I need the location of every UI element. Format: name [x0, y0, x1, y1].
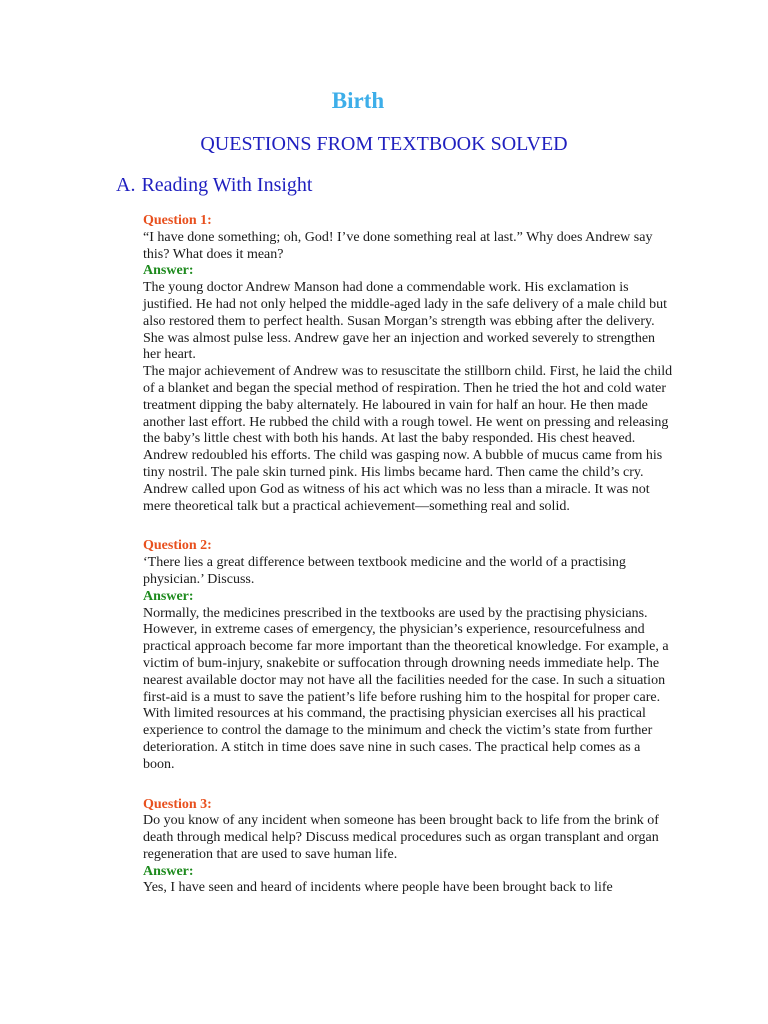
qa-content — [143, 213, 673, 897]
answer-paragraph: Andrew called upon God as witness of his act which was no less than a miracle. It was not mere theoretical talk but a practical achievement—something real and solid. — [143, 481, 650, 514]
answer-paragraph: The major achievement of Andrew was to resuscitate the stillborn child. First, he laid the child of a blanket and began the special method of respiration. Then he tried the hot and cold water treatment dipping the baby alternately. He laboured in vain for half an hour. He then made another last effort. He rubbed the child with a rough towel. He went on pressing and releasing the baby’s little chest with both his hands. At last the baby responded. His chest heaved. Andrew redoubled his efforts. The child was gasping now. A bubble of mucus came from his tiny nostril. The pale skin turned pink. His limbs became hard. Then came the child’s cry. — [143, 364, 673, 480]
answer-paragraph: Normally, the medicines prescribed in the textbooks are used by the practising physicians. However, in extreme cases of emergency, the physician’s experience, resourcefulness and practical approach become far more important than the theoretical knowledge. For example, a victim of bum-injury, snakebite or suffocation through drowning needs immediate help. The nearest available doctor may not have all the facilities needed for the case. In such a situation first-aid is a must to save the patient’s life before rushing him to the hospital for proper care. With limited resources at his command, the practising physician exercises all his practical experience to control the damage to the minimum and check the victim’s state from further deterioration. A stitch in time does save nine in such cases. The practical help comes as a boon. — [143, 605, 669, 772]
answer-label: Answer: — [143, 863, 194, 879]
section-heading — [116, 174, 313, 197]
question-text: ‘There lies a great difference between textbook medicine and the world of a practising physician.’ Discuss. — [143, 555, 626, 587]
question-label: Question 3: — [143, 796, 212, 812]
question-text: Do you know of any incident when someone has been brought back to life from the brink of death through medical help? Discuss medical procedures such as organ transplant and organ regeneration that are used to save human life. — [143, 813, 659, 862]
page-title: Birth — [331, 88, 385, 113]
question-text: “I have done something; oh, God! I’ve done something real at last.” Why does Andrew say this? What does it mean? — [143, 229, 653, 262]
question-block-2 — [143, 538, 673, 773]
answer-paragraph: The young doctor Andrew Manson had done a commendable work. His exclamation is justified. He had not only helped the middle-aged lady in the safe delivery of a male child but also restored them to perfect health. Susan Morgan’s strength was ebbing after the delivery. She was almost pulse less. Andrew gave her an injection and worked severely to strengthen her heart. — [143, 280, 668, 363]
question-label: Question 1: — [143, 213, 212, 228]
answer-paragraph: Yes, I have seen and heard of incidents where people have been brought back to life — [143, 880, 613, 896]
answer-label: Answer: — [143, 263, 194, 279]
question-block-1 — [143, 213, 673, 515]
answer-label: Answer: — [143, 588, 194, 604]
page-subtitle: QUESTIONS FROM TEXTBOOK SOLVED — [200, 133, 568, 155]
question-block-3 — [143, 797, 673, 898]
section-title: Reading With Insight — [141, 174, 313, 196]
question-label: Question 2: — [143, 538, 212, 554]
section-label: A. — [116, 174, 136, 196]
